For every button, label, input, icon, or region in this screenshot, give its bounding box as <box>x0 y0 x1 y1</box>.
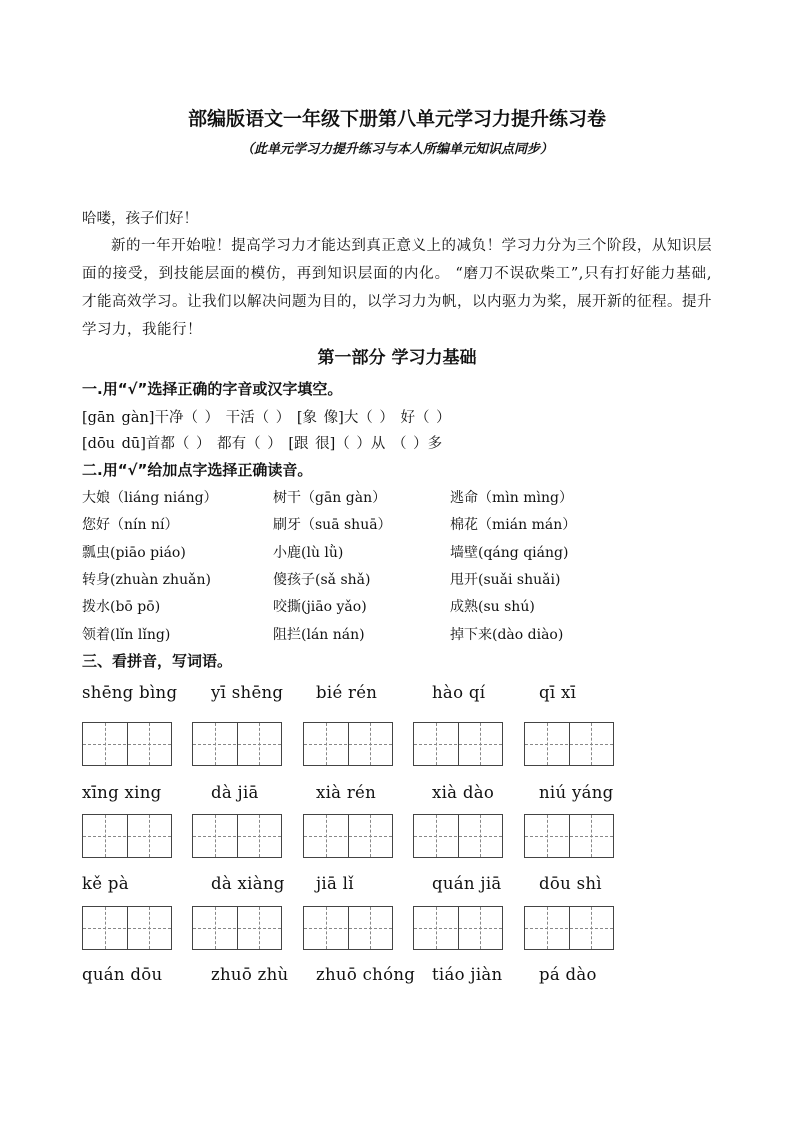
pronunciation-item: 甩开(suǎi shuǎi) <box>450 571 561 588</box>
pinyin-label: dà xiàng <box>211 874 285 893</box>
writing-box[interactable] <box>303 906 393 950</box>
pronunciation-item: 棉花（mián mán） <box>450 517 577 534</box>
pinyin-label: kě pà <box>82 874 129 893</box>
pinyin-label: niú yáng <box>539 783 614 802</box>
pinyin-label: xià rén <box>316 783 377 802</box>
writing-box[interactable] <box>192 722 282 766</box>
pronunciation-item: 领着(lǐn lǐng) <box>82 626 171 643</box>
pronunciation-item: 傻孩子(sǎ shǎ) <box>273 571 371 588</box>
pinyin-label: shēng bìng <box>82 683 178 702</box>
section1-line-1: [gān gàn]干净（ ） 干活（ ） [象 像]大（ ） 好（ ） <box>82 410 451 426</box>
pinyin-label: quán jiā <box>432 874 502 893</box>
pinyin-label: bié rén <box>316 683 378 702</box>
pronunciation-item: 转身(zhuàn zhuǎn) <box>82 571 211 588</box>
pronunciation-item: 拨水(bō pō) <box>82 599 161 616</box>
page-subtitle: （此单元学习力提升练习与本人所编单元知识点同步） <box>240 142 553 157</box>
pronunciation-item: 瓢虫(piāo piáo) <box>82 544 186 561</box>
writing-box[interactable] <box>192 906 282 950</box>
pinyin-label: hào qí <box>432 683 486 702</box>
pronunciation-item: 您好（nín ní） <box>82 517 179 534</box>
writing-box[interactable] <box>192 814 282 858</box>
section3-title: 三、看拼音，写词语。 <box>82 652 233 670</box>
pinyin-label: tiáo jiàn <box>432 965 503 984</box>
pronunciation-item: 小鹿(lù lǜ) <box>273 544 344 561</box>
writing-box[interactable] <box>413 906 503 950</box>
section1-line-2: [dōu dū]首都（ ） 都有（ ） [跟 很]（ ）从 （ ）多 <box>82 436 443 452</box>
writing-box[interactable] <box>82 722 172 766</box>
pronunciation-item: 掉下来(dào diào) <box>450 626 564 643</box>
writing-box[interactable] <box>524 722 614 766</box>
pronunciation-item: 逃命（mìn mìng） <box>450 490 573 506</box>
pinyin-label: zhuō chóng <box>316 965 416 984</box>
pinyin-label: yī shēng <box>211 683 284 702</box>
pronunciation-item: 成熟(su shú) <box>450 599 535 616</box>
pinyin-label: zhuō zhù <box>211 965 289 984</box>
writing-box[interactable] <box>524 814 614 858</box>
pinyin-label: xīng xing <box>82 783 162 802</box>
section1-title: 一.用“√”选择正确的字音或汉字填空。 <box>82 380 343 398</box>
pronunciation-item: 树干（gān gàn） <box>273 490 387 506</box>
writing-box[interactable] <box>303 722 393 766</box>
intro-paragraph: 新的一年开始啦！提高学习力才能达到真正意义上的减负！学习力分为三个阶段，从知识层面的接受，到技能层面的模仿，再到知识层面的内化。 “磨刀不误砍柴工”,只有打好能力基础,才能高效学习。让我们以解决问题为目的，以学习力为帆，以内驱力为桨，展开新的征程。提升学习力，我能行！ <box>82 238 712 338</box>
pinyin-label: pá dào <box>539 965 597 984</box>
pinyin-label: quán dōu <box>82 965 163 984</box>
writing-box[interactable] <box>82 906 172 950</box>
pronunciation-item: 咬撕(jiāo yǎo) <box>273 599 367 616</box>
pronunciation-item: 阻拦(lán nán) <box>273 626 365 643</box>
writing-box[interactable] <box>524 906 614 950</box>
pinyin-label: jiā lǐ <box>316 874 354 893</box>
writing-box[interactable] <box>413 814 503 858</box>
section2-title: 二.用“√”给加点字选择正确读音。 <box>82 461 313 479</box>
greeting: 哈喽，孩子们好！ <box>82 211 198 227</box>
pinyin-label: dōu shì <box>539 874 602 893</box>
pronunciation-item: 墙壁(qáng qiáng) <box>450 544 569 561</box>
writing-box[interactable] <box>413 722 503 766</box>
page-title: 部编版语文一年级下册第八单元学习力提升练习卷 <box>187 108 606 130</box>
pronunciation-item: 大娘（liáng niáng） <box>82 490 218 506</box>
part1-title: 第一部分 学习力基础 <box>317 348 477 368</box>
writing-box[interactable] <box>82 814 172 858</box>
pronunciation-item: 刷牙（suā shuā） <box>273 517 392 534</box>
pinyin-label: xià dào <box>432 783 495 802</box>
pinyin-label: qī xī <box>539 683 577 702</box>
pinyin-label: dà jiā <box>211 783 259 802</box>
writing-box[interactable] <box>303 814 393 858</box>
